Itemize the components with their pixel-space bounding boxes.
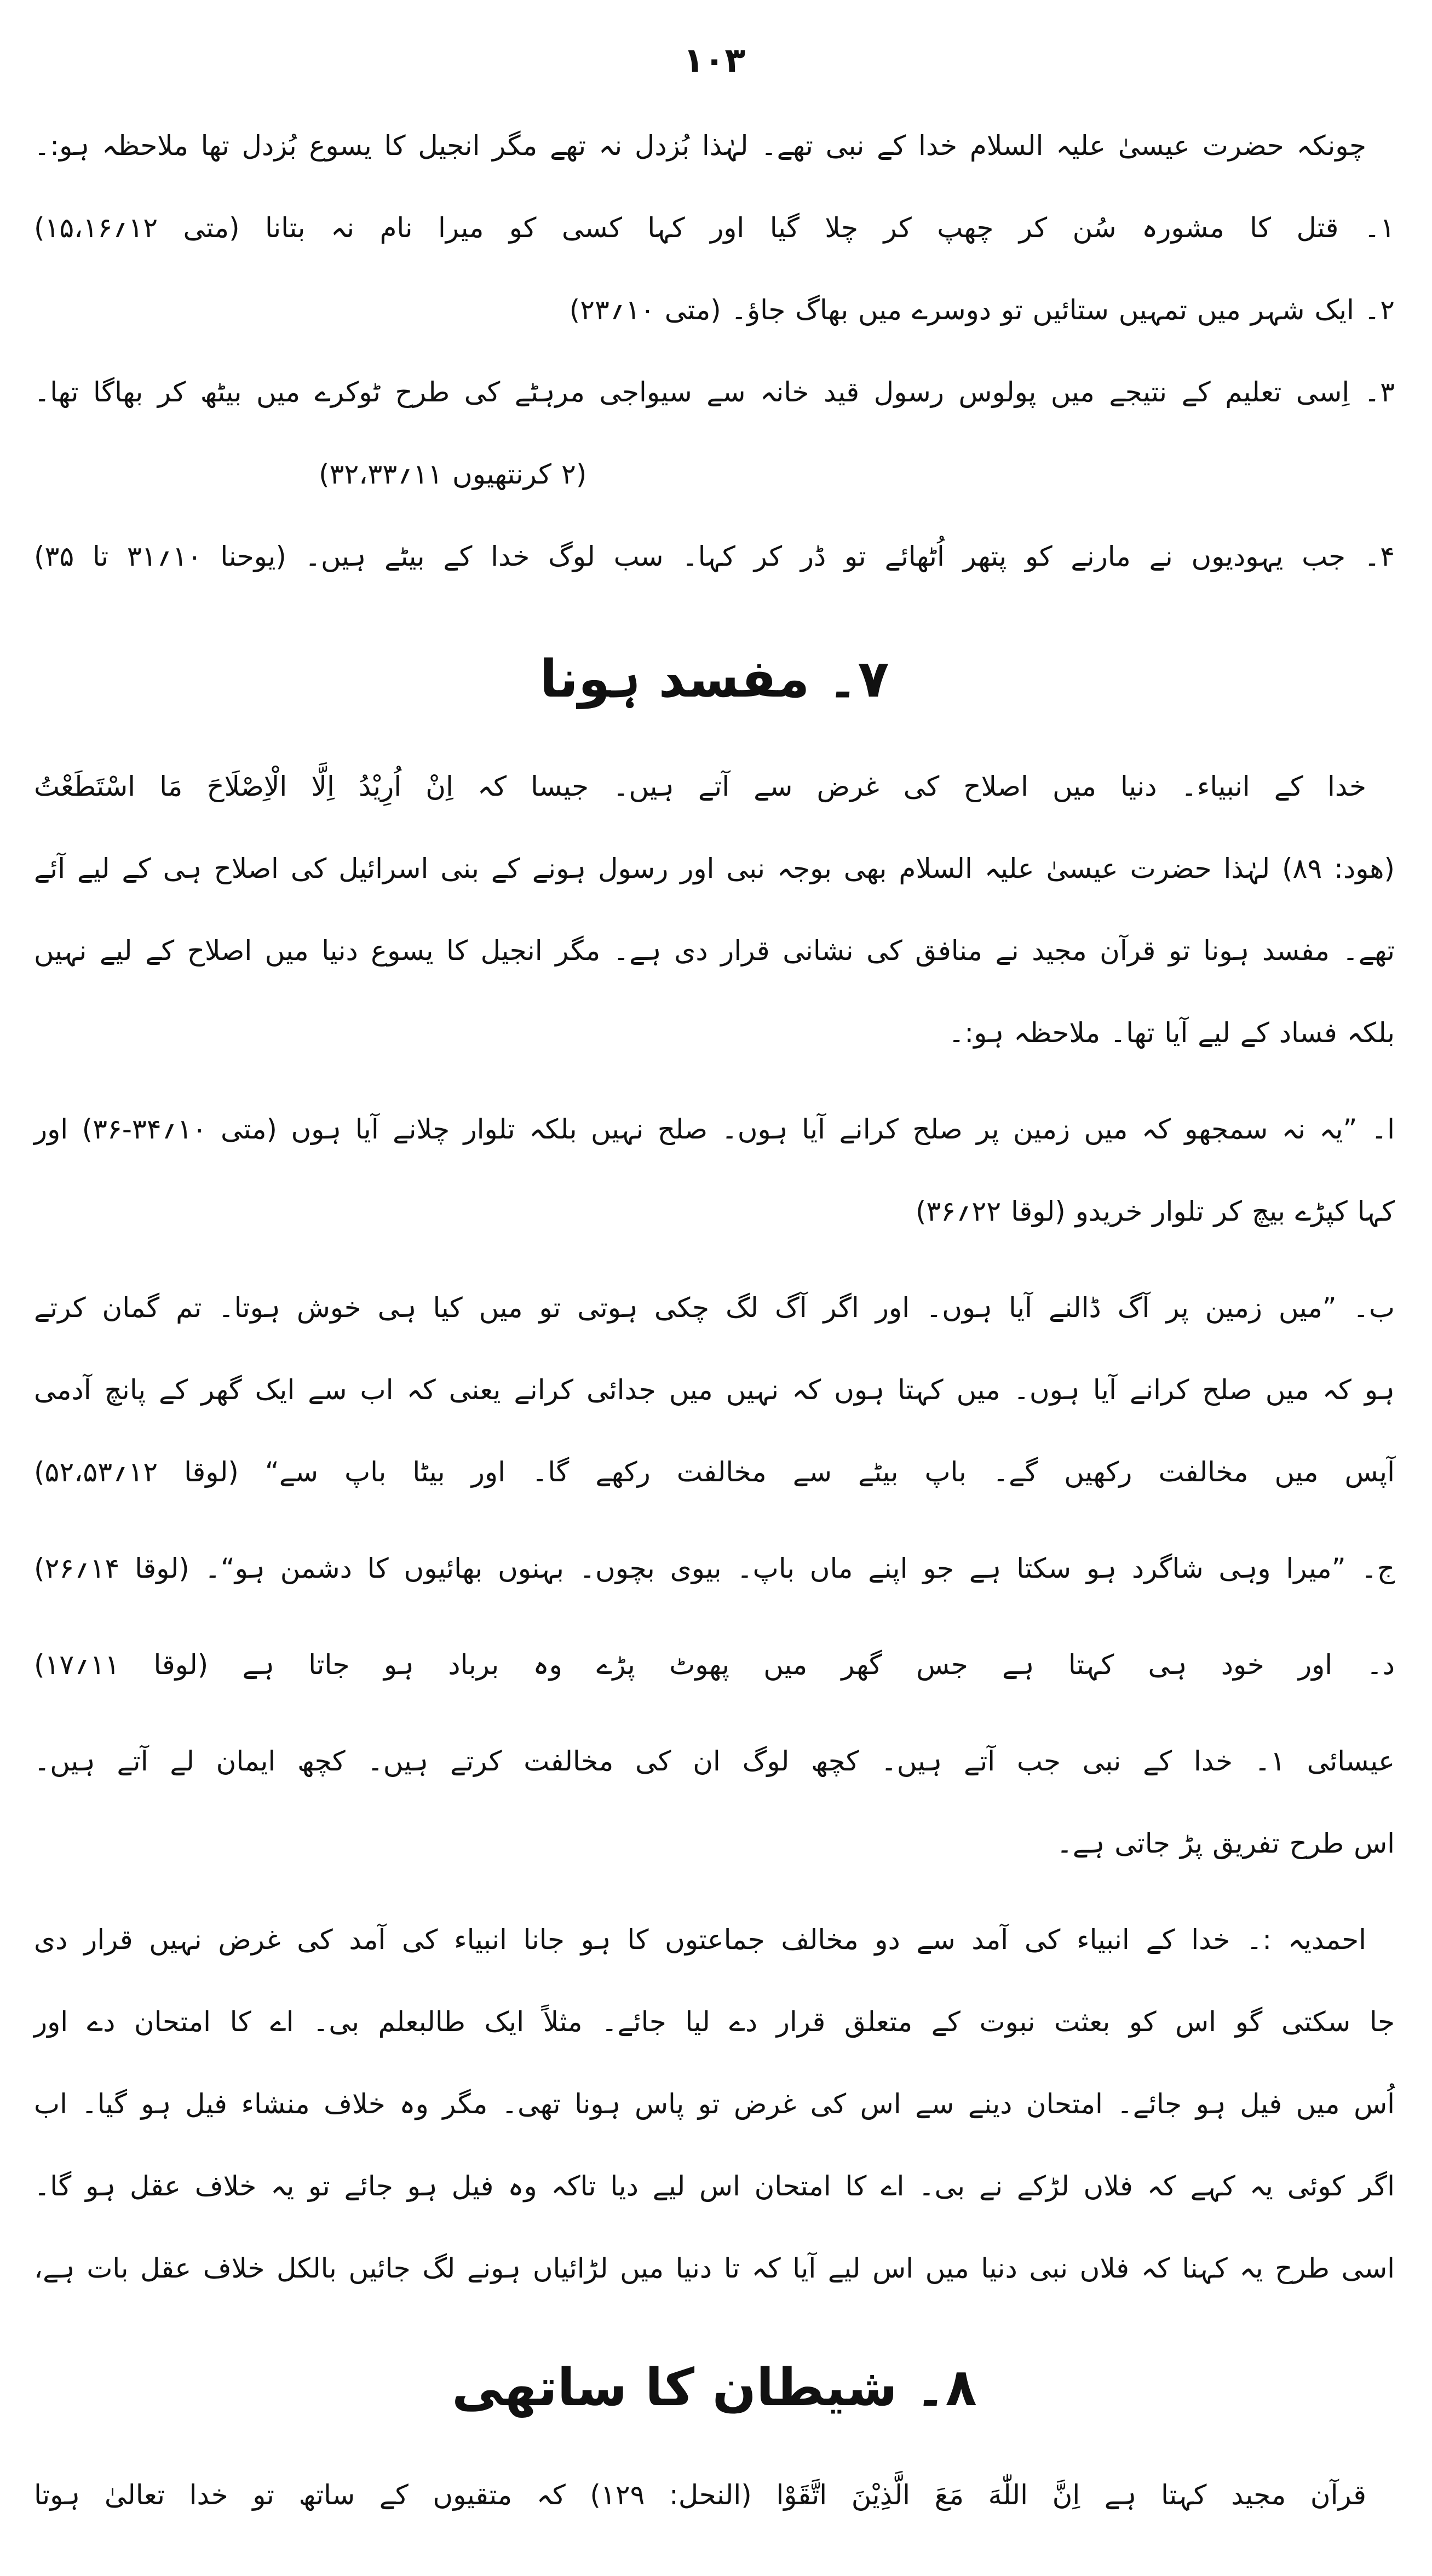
quote-line: د۔ اور خود ہی کہتا ہے جس گھر میں پھوٹ پڑے وہ برباد ہو جاتا ہے (لوقا ۱۱؍۱۷) [34,1649,1395,1681]
gospel-quote-c [34,1527,1395,1609]
quote-line: ج۔ ”میرا وہی شاگرد ہو سکتا ہے جو اپنے ماں باپ۔ بیوی بچوں۔ بہنوں بھائیوں کا دشمن ہو“۔ (لوقا ۱۴؍۲۶) [34,1553,1395,1584]
ahmadiyya-line: اُس میں فیل ہو جائے۔ امتحان دینے سے اس کی غرض تو پاس ہونا تھی۔ مگر وہ خلاف منشاء فیل ہو گیا۔ اب [34,2088,1395,2120]
cowardice-item-1: ۱۔ قتل کا مشورہ سُن کر چھپ کر چلا گیا اور کہا کسی کو میرا نام نہ بتانا (متی ۱۲؍۱۵،۱۶) [34,212,1395,244]
quote-line: ا۔ ”یہ نہ سمجھو کہ میں زمین پر صلح کرانے آیا ہوں۔ صلح نہیں بلکہ تلوار چلانے آیا ہوں (متی ۱۰؍۳۴-۳۶) اور [34,1113,1395,1145]
quran-citation-line: قرآن مجید کہتا ہے اِنَّ اللّٰهَ مَعَ الَّذِیْنَ اتَّقَوْا (النحل: ۱۲۹) کہ متقیوں کے ساتھ تو خدا تعالیٰ ہوتا [34,2479,1366,2511]
intro-line: چونکہ حضرت عیسیٰ علیہ السلام خدا کے نبی تھے۔ لہٰذا بُزدل نہ تھے مگر انجیل کا یسوع بُزدل تھا ملاحظہ ہو:۔ [34,130,1366,162]
section-heading-satan-companion: ۸۔ شیطان کا ساتھی [452,2358,977,2418]
mufsid-paragraph [34,745,1395,1074]
quote-line: کہا کپڑے بیچ کر تلوار خریدو (لوقا ۲۲؍۳۶) [915,1195,1395,1227]
gospel-quote-b [34,1267,1395,1513]
ahmadiyya-line: اسی طرح یہ کہنا کہ فلاں نبی دنیا میں اس لیے آیا کہ تا دنیا میں لڑائیاں ہونے لگ جائیں بالکل خلاف عقل بات ہے، [34,2252,1395,2284]
cowardice-item-4: ۴۔ جب یہودیوں نے مارنے کو پتھر اُٹھائے تو ڈر کر کہا۔ سب لوگ خدا کے بیٹے ہیں۔ (یوحنا ۱۰؍۳۱ تا ۳۵) [34,540,1395,572]
mufsid-para-line: تھے۔ مفسد ہونا تو قرآن مجید نے منافق کی نشانی قرار دی ہے۔ مگر انجیل کا یسوع دنیا میں اصلاح کے لیے نہیں [34,935,1395,967]
ahmadiyya-rebuttal-paragraph [34,1899,1395,2309]
cowardice-item-3: ۳۔ اِسی تعلیم کے نتیجے میں پولوس رسول قید خانہ سے سیواجی مرہٹے کی طرح ٹوکرے میں بیٹھ کر بھاگا تھا۔ [34,376,1395,408]
satan-section-paragraph [34,2454,1395,2536]
quote-line: آپس میں مخالفت رکھیں گے۔ باپ بیٹے سے مخالفت رکھے گا۔ اور بیٹا باپ سے“ (لوقا ۱۲؍۵۲،۵۳) [34,1456,1395,1488]
page-number: ۱۰۳ [683,40,746,80]
christian-position-paragraph [34,1720,1395,1884]
ahmadiyya-line: احمدیہ :۔ خدا کے انبیاء کی آمد سے دو مخالف جماعتوں کا ہو جانا انبیاء کی آمد کی غرض نہیں قرار دی [34,1924,1366,1956]
intro-paragraph [34,105,1395,597]
cowardice-item-2: ۲۔ ایک شہر میں تمہیں ستائیں تو دوسرے میں بھاگ جاؤ۔ (متی ۱۰؍۲۳) [569,294,1395,326]
mufsid-para-line: بلکہ فساد کے لیے آیا تھا۔ ملاحظہ ہو:۔ [948,1017,1395,1049]
quote-line: ہو کہ میں صلح کرانے آیا ہوں۔ میں کہتا ہوں کہ نہیں میں جدائی کرانے یعنی کہ اب سے ایک گھر کے پانچ آدمی [34,1374,1395,1406]
ahmadiyya-line: جا سکتی گو اس کو بعثت نبوت کے متعلق قرار دے لیا جائے۔ مثلاً ایک طالبعلم بی۔ اے کا امتحان دے اور [34,2006,1395,2038]
ahmadiyya-line: اگر کوئی یہ کہے کہ فلاں لڑکے نے بی۔ اے کا امتحان اس لیے دیا تاکہ وہ فیل ہو جائے تو یہ خلاف عقل ہو گا۔ [34,2170,1395,2202]
corinthians-reference: (۲ کرنتھیوں ۱۱؍۳۲،۳۳) [319,458,587,490]
quote-line: ب۔ ”میں زمین پر آگ ڈالنے آیا ہوں۔ اور اگر آگ لگ چکی ہوتی تو میں کیا ہی خوش ہوتا۔ تم گمان کرتے [34,1292,1395,1324]
gospel-quote-a [34,1088,1395,1252]
gospel-quote-d [34,1624,1395,1706]
christian-line: اس طرح تفریق پڑ جاتی ہے۔ [1056,1827,1395,1859]
mufsid-para-line: خدا کے انبیاء۔ دنیا میں اصلاح کی غرض سے آتے ہیں۔ جیسا کہ اِنْ اُرِیْدُ اِلَّا الْاِصْلَاحَ مَا اسْتَطَعْتُ [34,771,1366,802]
section-heading-mufsid: ۷۔ مفسد ہونا [539,649,889,709]
christian-line: عیسائی ۱۔ خدا کے نبی جب آتے ہیں۔ کچھ لوگ ان کی مخالفت کرتے ہیں۔ کچھ ایمان لے آتے ہیں۔ [34,1745,1395,1777]
mufsid-para-line: (هود: ۸۹) لہٰذا حضرت عیسیٰ علیہ السلام بھی بوجہ نبی اور رسول ہونے کے بنی اسرائیل کی اصلاح ہی کے لیے آئے [34,853,1395,884]
